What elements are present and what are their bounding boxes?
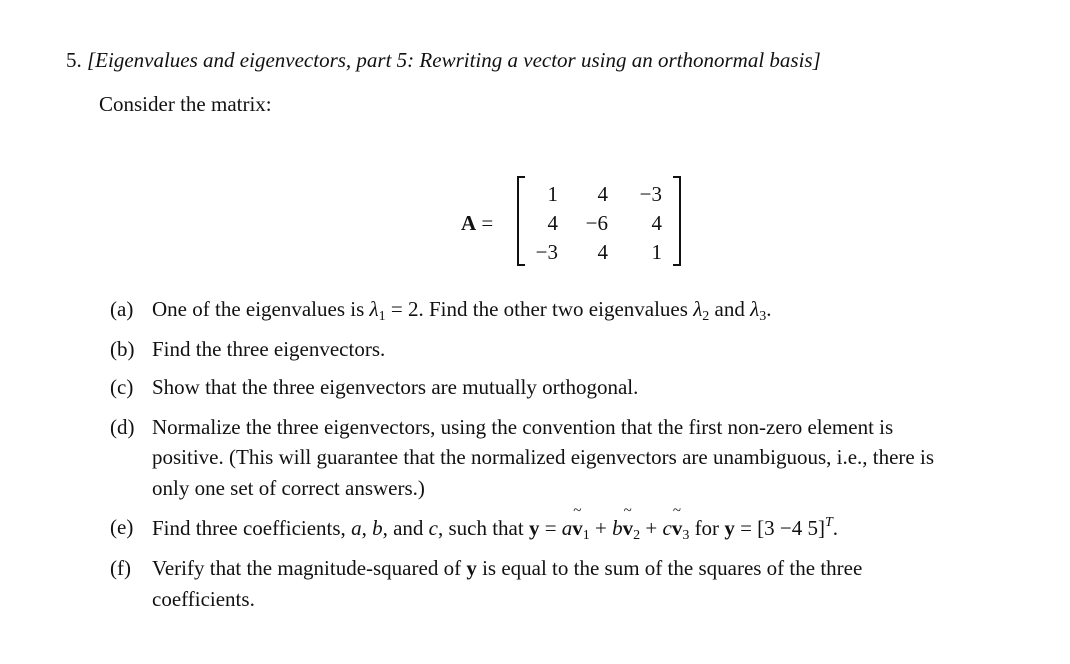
matrix-right-bracket [673,176,681,266]
part-f-label: (f) [110,556,131,580]
part-f-line-1: Verify that the magnitude-squared of y is equal to the sum of the squares of the three [152,556,863,580]
matrix-cell: 4 [651,211,662,235]
problem-intro: Consider the matrix: [99,92,272,116]
matrix-cell: 4 [597,240,608,264]
part-e-label: (e) [110,515,134,539]
matrix-cell: −3 [535,240,558,264]
part-d-line-1: Normalize the three eigenvectors, using the convention that the first non-zero element is [152,415,894,439]
problem-header [66,48,821,73]
part-c-text: Show that the three eigenvectors are mutually orthogonal. [152,375,639,399]
problem-title: [Eigenvalues and eigenvectors, part 5: Rewriting a vector using an orthonormal basis] [87,48,821,72]
matrix-cell: −3 [639,182,662,206]
matrix-label: A = [461,211,494,235]
part-c-label: (c) [110,375,134,399]
part-b-text: Find the three eigenvectors. [152,337,386,361]
part-d-line-2: positive. (This will guarantee that the normalized eigenvectors are unambiguous, i.e., there is [152,445,935,469]
part-d-line-3: only one set of correct answers.) [152,476,425,500]
problem-number: 5. [66,48,82,72]
part-d-label: (d) [110,415,135,439]
part-a-text: One of the eigenvalues is $\lambda_1 = 2$. Find the other two eigenvalues $\lambda_2$ and $\lambda_3$. [152,297,772,324]
matrix-cell: 4 [547,211,558,235]
part-b-label: (b) [110,337,135,361]
part-e-text: Find three coefficients, a, b, and c, such that y = av $\sim_1$ + bv $\sim_2$ + cv $\sim_3$ for y = [3 −4 5]$^T$. [152,515,838,544]
matrix-cell: 4 [597,182,608,206]
matrix-cell: −6 [585,211,608,235]
part-f-line-2: coefficients. [152,587,255,611]
matrix-cell: 1 [651,240,662,264]
matrix-cell: 1 [547,182,558,206]
part-a-label: (a) [110,297,134,321]
